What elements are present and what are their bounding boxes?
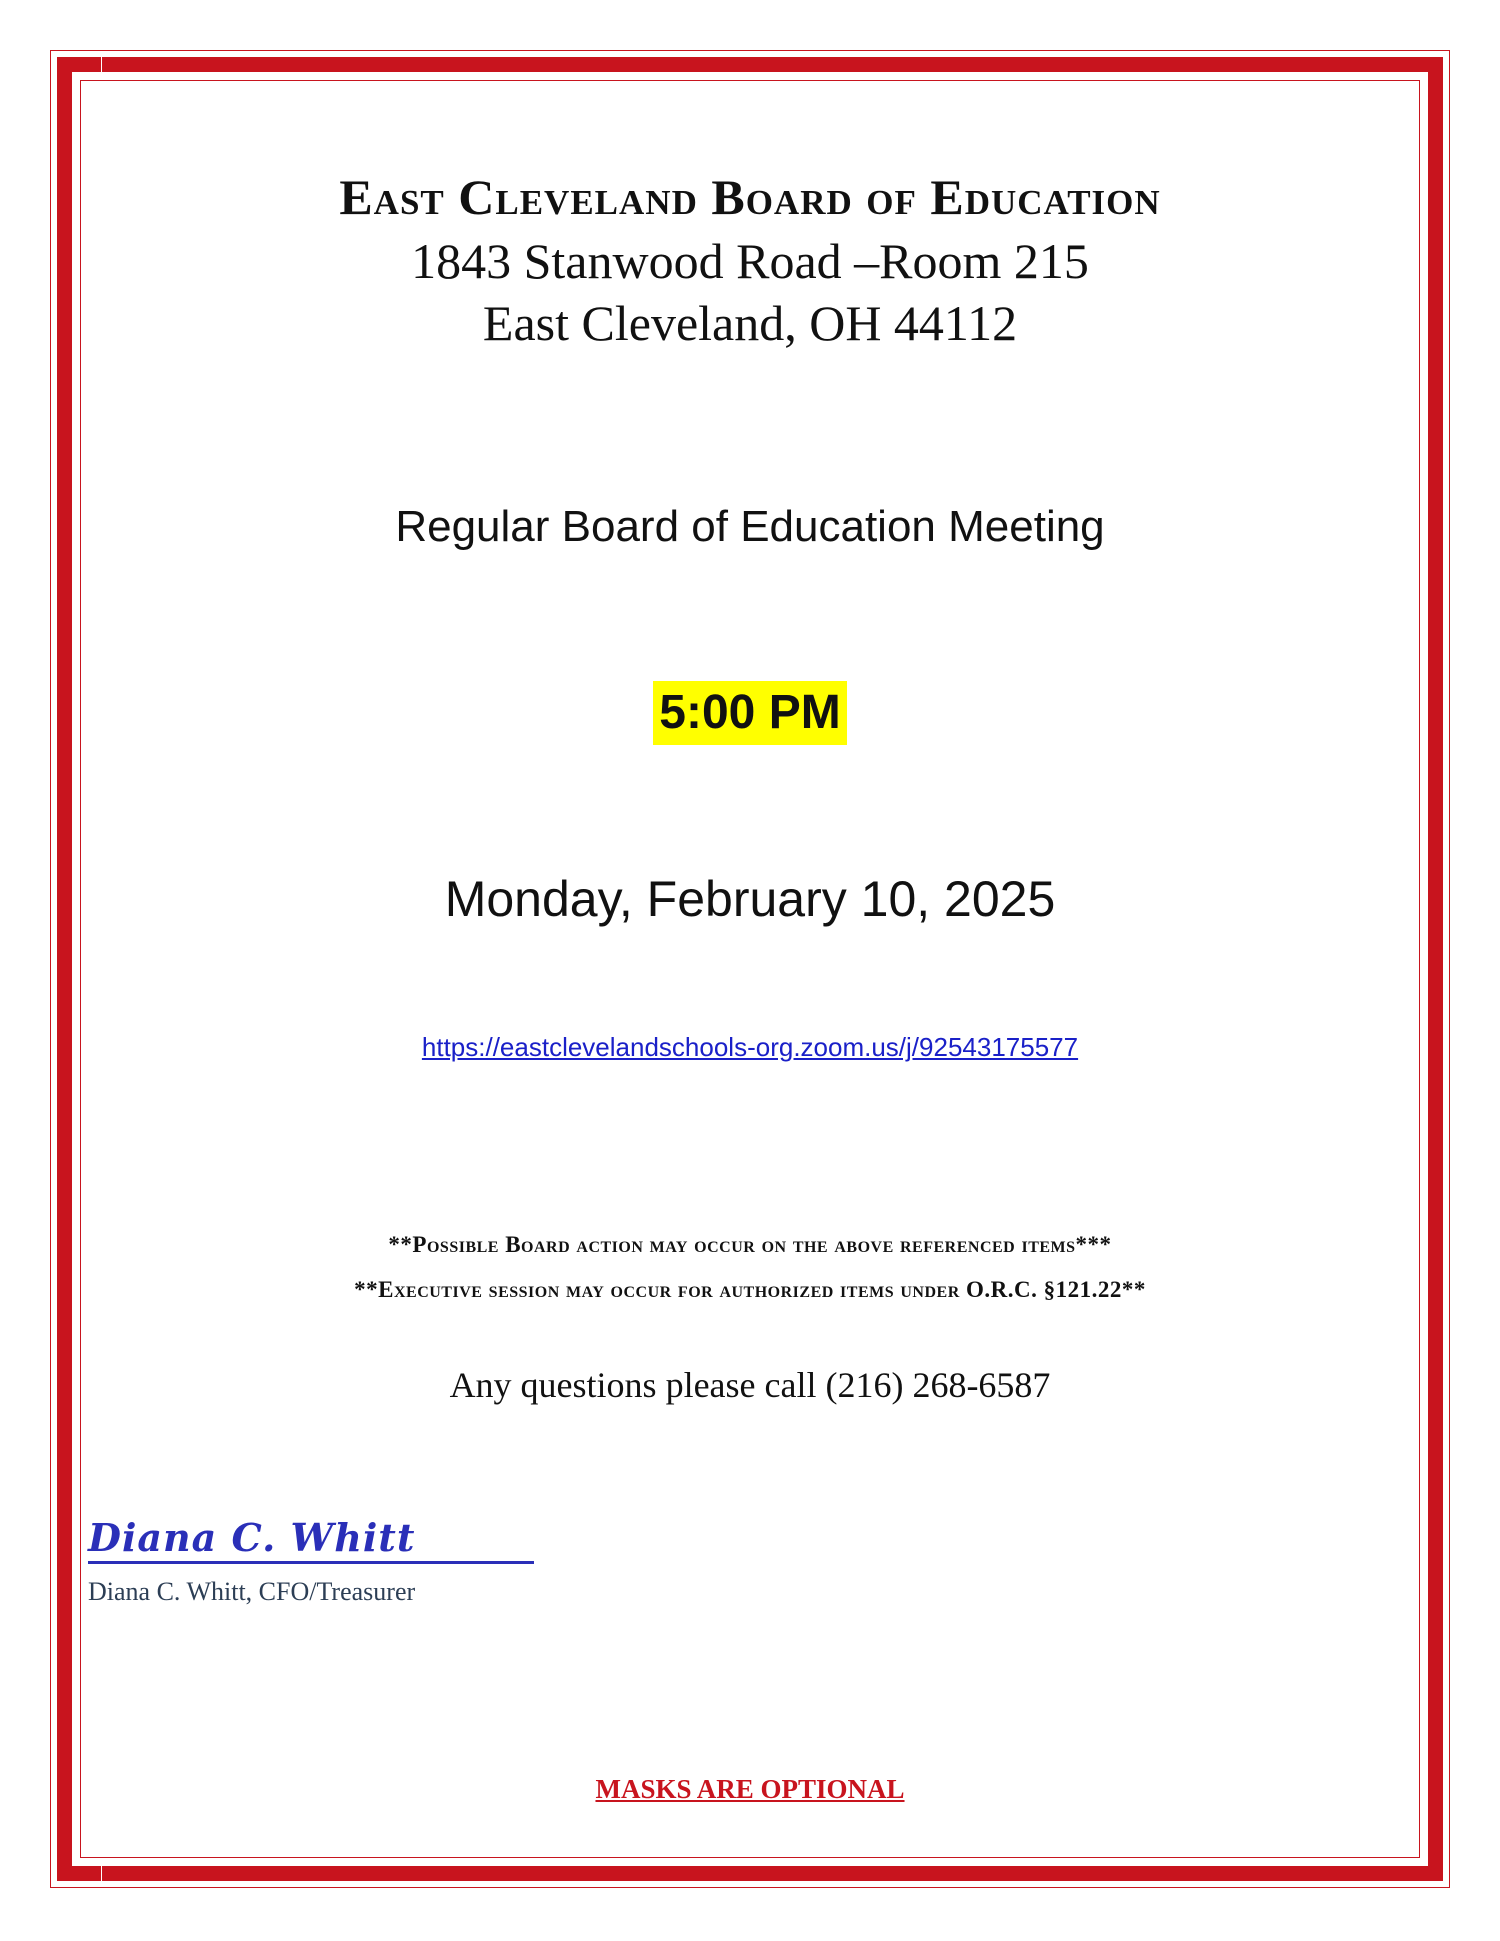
border-corner-top-right: [1399, 57, 1443, 101]
border-left-bar: [57, 100, 72, 1838]
meeting-time-highlight: 5:00 PM: [653, 681, 846, 745]
executive-session-notice: **Executive session may occur for authorized items under O.R.C. §121.22**: [354, 1277, 1146, 1302]
border-top-bar: [102, 57, 1434, 72]
meeting-date: Monday, February 10, 2025: [444, 871, 1056, 927]
border-corner-bottom-right: [1399, 1837, 1443, 1881]
meeting-title: Regular Board of Education Meeting: [395, 502, 1105, 551]
zoom-meeting-link[interactable]: https://eastclevelandschools-org.zoom.us/j/92543175577: [421, 1032, 1079, 1062]
border-bottom-bar: [102, 1866, 1434, 1881]
border-right-bar: [1428, 100, 1443, 1838]
board-action-notice: **Possible Board action may occur on the above referenced items***: [388, 1232, 1112, 1257]
border-corner-bottom-left: [57, 1837, 101, 1881]
address-line-1: 1843 Stanwood Road –Room 215: [411, 233, 1089, 289]
meeting-time-row: [0, 681, 1500, 745]
mask-notice: MASKS ARE OPTIONAL: [595, 1774, 905, 1804]
signer-caption: Diana C. Whitt, CFO/Treasurer: [88, 1577, 416, 1606]
signature-underline: [88, 1561, 534, 1564]
org-name-heading: East Cleveland Board of Education: [339, 169, 1161, 225]
address-line-2: East Cleveland, OH 44112: [482, 295, 1018, 351]
zoom-link-row: [0, 1032, 1500, 1063]
border-corner-top-left: [57, 57, 101, 101]
handwritten-signature: Diana C. Whitt: [88, 1515, 416, 1560]
contact-questions: Any questions please call (216) 268-6587: [449, 1365, 1051, 1405]
